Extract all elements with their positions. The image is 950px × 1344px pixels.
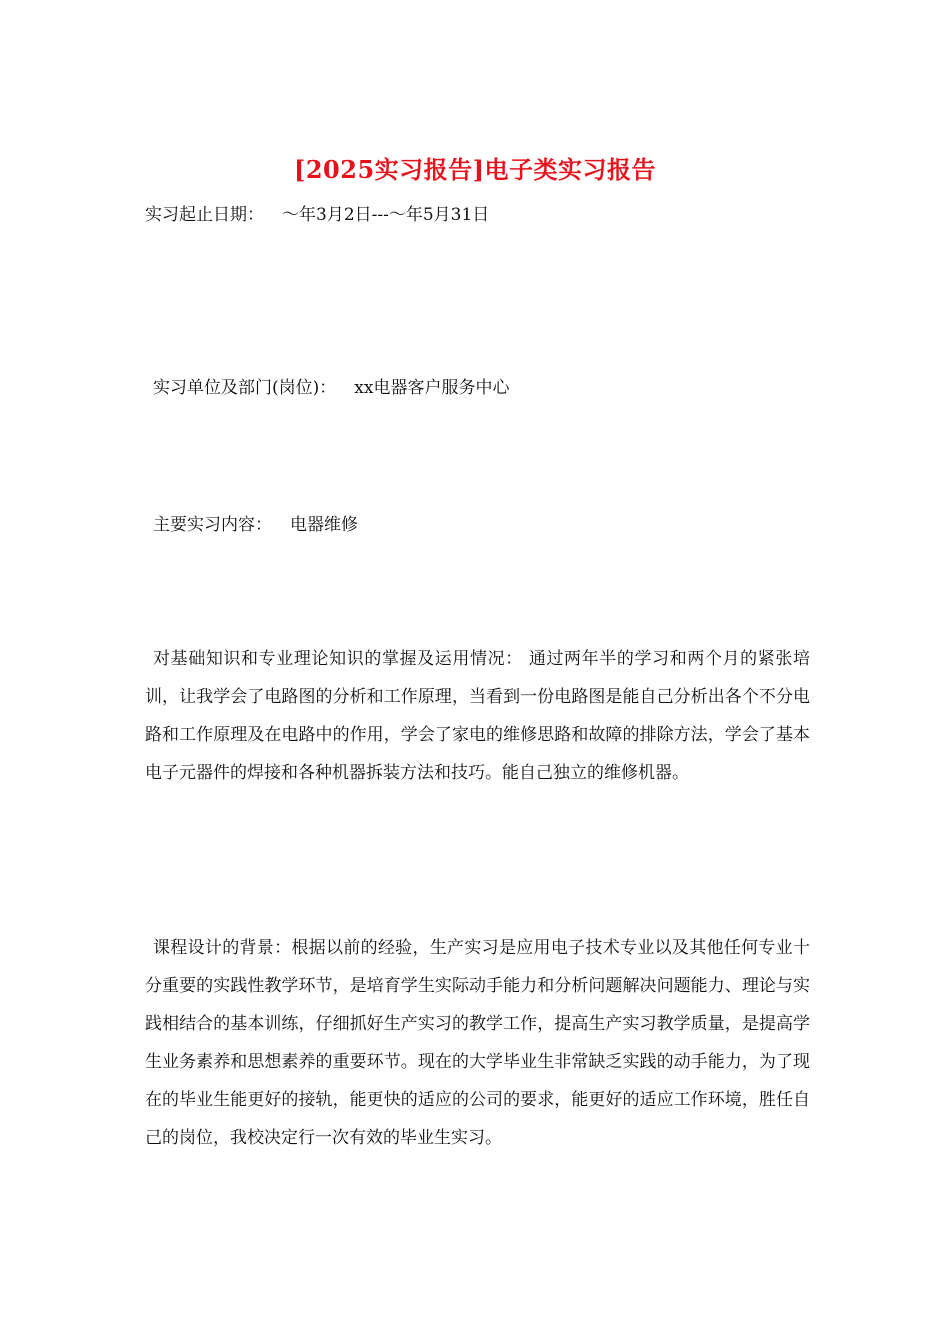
internship-content xyxy=(153,510,358,535)
background-paragraph: 课程设计的背景：根据以前的经验，生产实习是应用电子技术专业以及其他任何专业十分重要的实践性教学环节，是培育学生实际动手能力和分析问题解决问题能力、理论与实践相结合的基本训练，仔细抓好生产实习的教学工作，提高生产实习教学质量，是提高学生业务素养和思想素养的重要环节。现在的大学毕业生非常缺乏实践的动手能力，为了现在的毕业生能更好的接轨，能更快的适应的公司的要求，能更好的适应工作环境，胜任自己的岗位，我校决定行一次有效的毕业生实习。 xyxy=(145,938,810,1148)
content-label: 主要实习内容： xyxy=(153,515,272,535)
internship-unit xyxy=(153,373,509,398)
unit-label: 实习单位及部门(岗位)： xyxy=(153,378,337,398)
content-value: 电器维修 xyxy=(290,515,358,535)
period-label: 实习起止日期： xyxy=(145,205,264,225)
period-value: ～年3月2日---～年5月31日 xyxy=(282,205,490,225)
internship-period xyxy=(145,200,489,225)
knowledge-paragraph: 对基础知识和专业理论知识的掌握及运用情况： 通过两年半的学习和两个月的紧张培训，让我学会了电路图的分析和工作原理，当看到一份电路图是能自己分析出各个不分电路和工作原理及在电路中的作用，学会了家电的维修思路和故障的排除方法，学会了基本电子元器件的焊接和各种机器拆装方法和技巧。能自己独立的维修机器。 xyxy=(145,649,810,783)
document-title: [2025实习报告]电子类实习报告 xyxy=(293,155,656,184)
unit-value: xx电器客户服务中心 xyxy=(354,378,510,398)
